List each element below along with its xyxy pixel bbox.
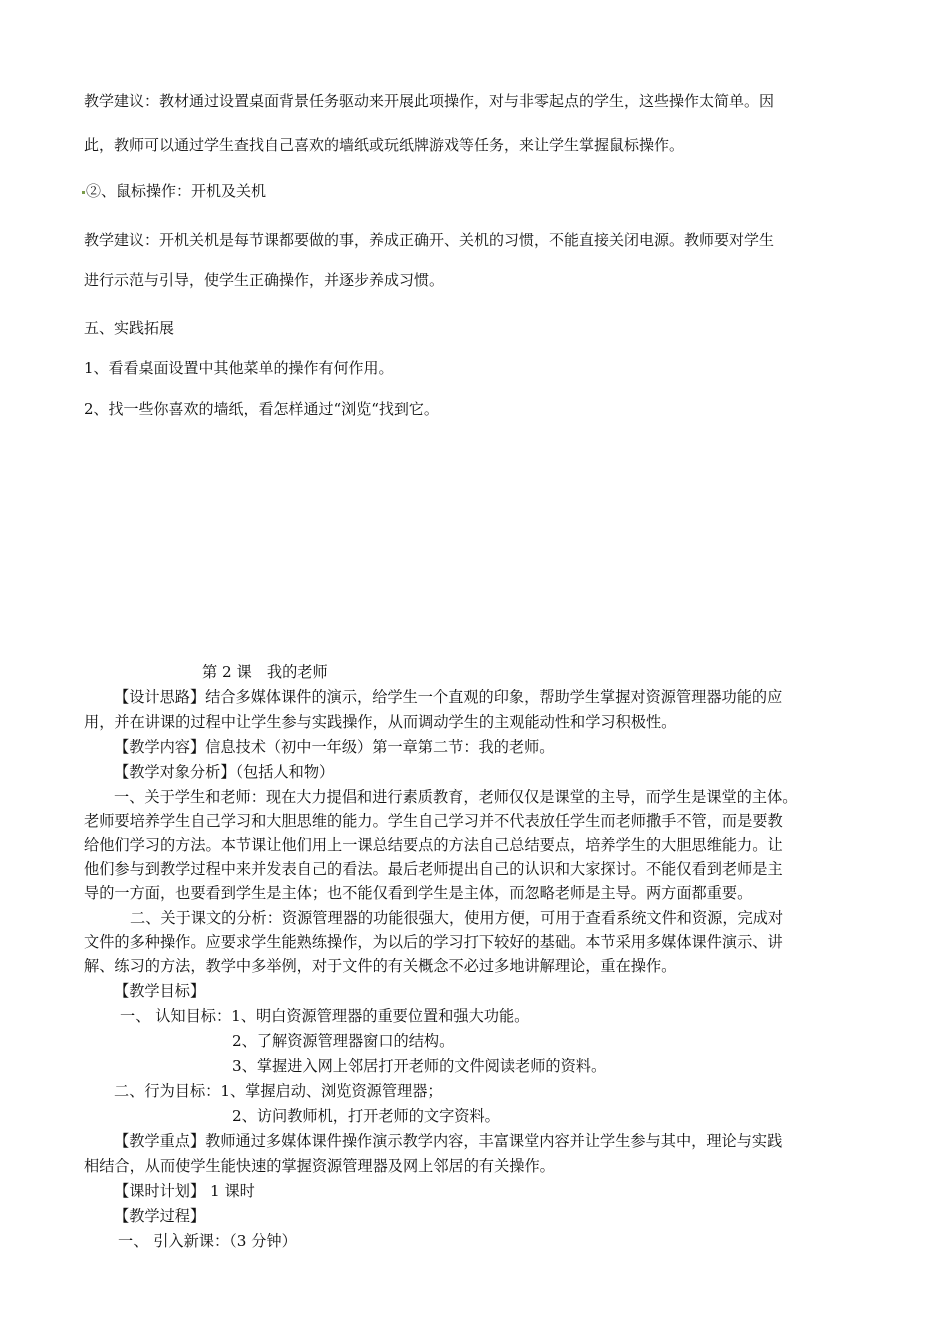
analysis-2-line-2: 文件的多种操作。应要求学生能熟练操作，为以后的学习打下较好的基础。本节采用多媒体课件演示、讲 bbox=[84, 933, 783, 951]
design-idea-line-1: 【设计思路】结合多媒体课件的演示，给学生一个直观的印象，帮助学生掌握对资源管理器功能的应 bbox=[114, 688, 783, 706]
teaching-content: 【教学内容】信息技术（初中一年级）第一章第二节：我的老师。 bbox=[114, 738, 555, 756]
key-points-line-1: 【教学重点】教师通过多媒体课件操作演示教学内容，丰富课堂内容并让学生参与其中，理论与实践 bbox=[114, 1132, 783, 1150]
behavior-goal-2: 2、访问教师机，打开老师的文字资料。 bbox=[232, 1107, 500, 1125]
cognitive-goal-1: 一、 认知目标：1、明白资源管理器的重要位置和强大功能。 bbox=[120, 1007, 530, 1025]
advice-2-line-1: 教学建议：开机关机是每节课都要做的事，养成正确开、关机的习惯，不能直接关闭电源。教师要对学生 bbox=[84, 231, 775, 249]
analysis-1-line-2: 老师要培养学生自己学习和大胆思维的能力。学生自己学习并不代表放任学生而老师撒手不管，而是要教 bbox=[84, 812, 783, 830]
design-idea-line-2: 用，并在讲课的过程中让学生参与实践操作，从而调动学生的主观能动性和学习积极性。 bbox=[84, 713, 677, 731]
cognitive-goal-3: 3、掌握进入网上邻居打开老师的文件阅读老师的资料。 bbox=[232, 1057, 607, 1075]
paragraph-marker-icon bbox=[82, 191, 85, 194]
item-2-text: ②、鼠标操作：开机及关机 bbox=[86, 182, 267, 200]
analysis-1-line-4: 他们参与到教学过程中来并发表自己的看法。最后老师提出自己的认识和大家探讨。不能仅看到老师是主 bbox=[84, 860, 783, 878]
object-analysis-heading: 【教学对象分析】（包括人和物） bbox=[114, 763, 335, 781]
item-2-heading bbox=[82, 181, 266, 201]
advice-1-line-1: 教学建议：教材通过设置桌面背景任务驱动来开展此项操作，对与非零起点的学生，这些操作太简单。因 bbox=[84, 92, 775, 110]
analysis-1-line-1: 一、关于学生和老师：现在大力提倡和进行素质教育，老师仅仅是课堂的主导，而学生是课堂的主体。 bbox=[114, 788, 798, 806]
advice-2-line-2: 进行示范与引导，使学生正确操作，并逐步养成习惯。 bbox=[84, 271, 445, 289]
analysis-1-line-3: 给他们学习的方法。本节课让他们用上一课总结要点的方法自己总结要点，培养学生的大胆思维能力。让 bbox=[84, 836, 783, 854]
class-hour-plan: 【课时计划】 1 课时 bbox=[114, 1182, 255, 1200]
section-5-heading: 五、实践拓展 bbox=[84, 319, 175, 337]
behavior-goal-1: 二、行为目标：1、掌握启动、浏览资源管理器； bbox=[114, 1082, 443, 1100]
analysis-2-line-1: 二、关于课文的分析：资源管理器的功能很强大，使用方便，可用于查看系统文件和资源，完成对 bbox=[130, 909, 784, 927]
analysis-2-line-3: 解、练习的方法，教学中多举例，对于文件的有关概念不必过多地讲解理论，重在操作。 bbox=[84, 957, 677, 975]
teaching-goals-heading: 【教学目标】 bbox=[114, 982, 206, 1000]
step-1-intro: 一、 引入新课：（3 分钟） bbox=[118, 1232, 297, 1250]
teaching-process-heading: 【教学过程】 bbox=[114, 1207, 206, 1225]
key-points-line-2: 相结合，从而使学生能快速的掌握资源管理器及网上邻居的有关操作。 bbox=[84, 1157, 555, 1175]
analysis-1-line-5: 导的一方面，也要看到学生是主体；也不能仅看到学生是主体，而忽略老师是主导。两方面都重要。 bbox=[84, 884, 753, 902]
extension-item-1: 1、看看桌面设置中其他菜单的操作有何作用。 bbox=[84, 359, 394, 377]
advice-1-line-2: 此，教师可以通过学生查找自己喜欢的墙纸或玩纸牌游戏等任务，来让学生掌握鼠标操作。 bbox=[84, 136, 685, 154]
cognitive-goal-2: 2、了解资源管理器窗口的结构。 bbox=[232, 1032, 455, 1050]
extension-item-2: 2、找一些你喜欢的墙纸，看怎样通过“浏览“找到它。 bbox=[84, 400, 439, 418]
lesson-title: 第 2 课 我的老师 bbox=[202, 663, 328, 681]
